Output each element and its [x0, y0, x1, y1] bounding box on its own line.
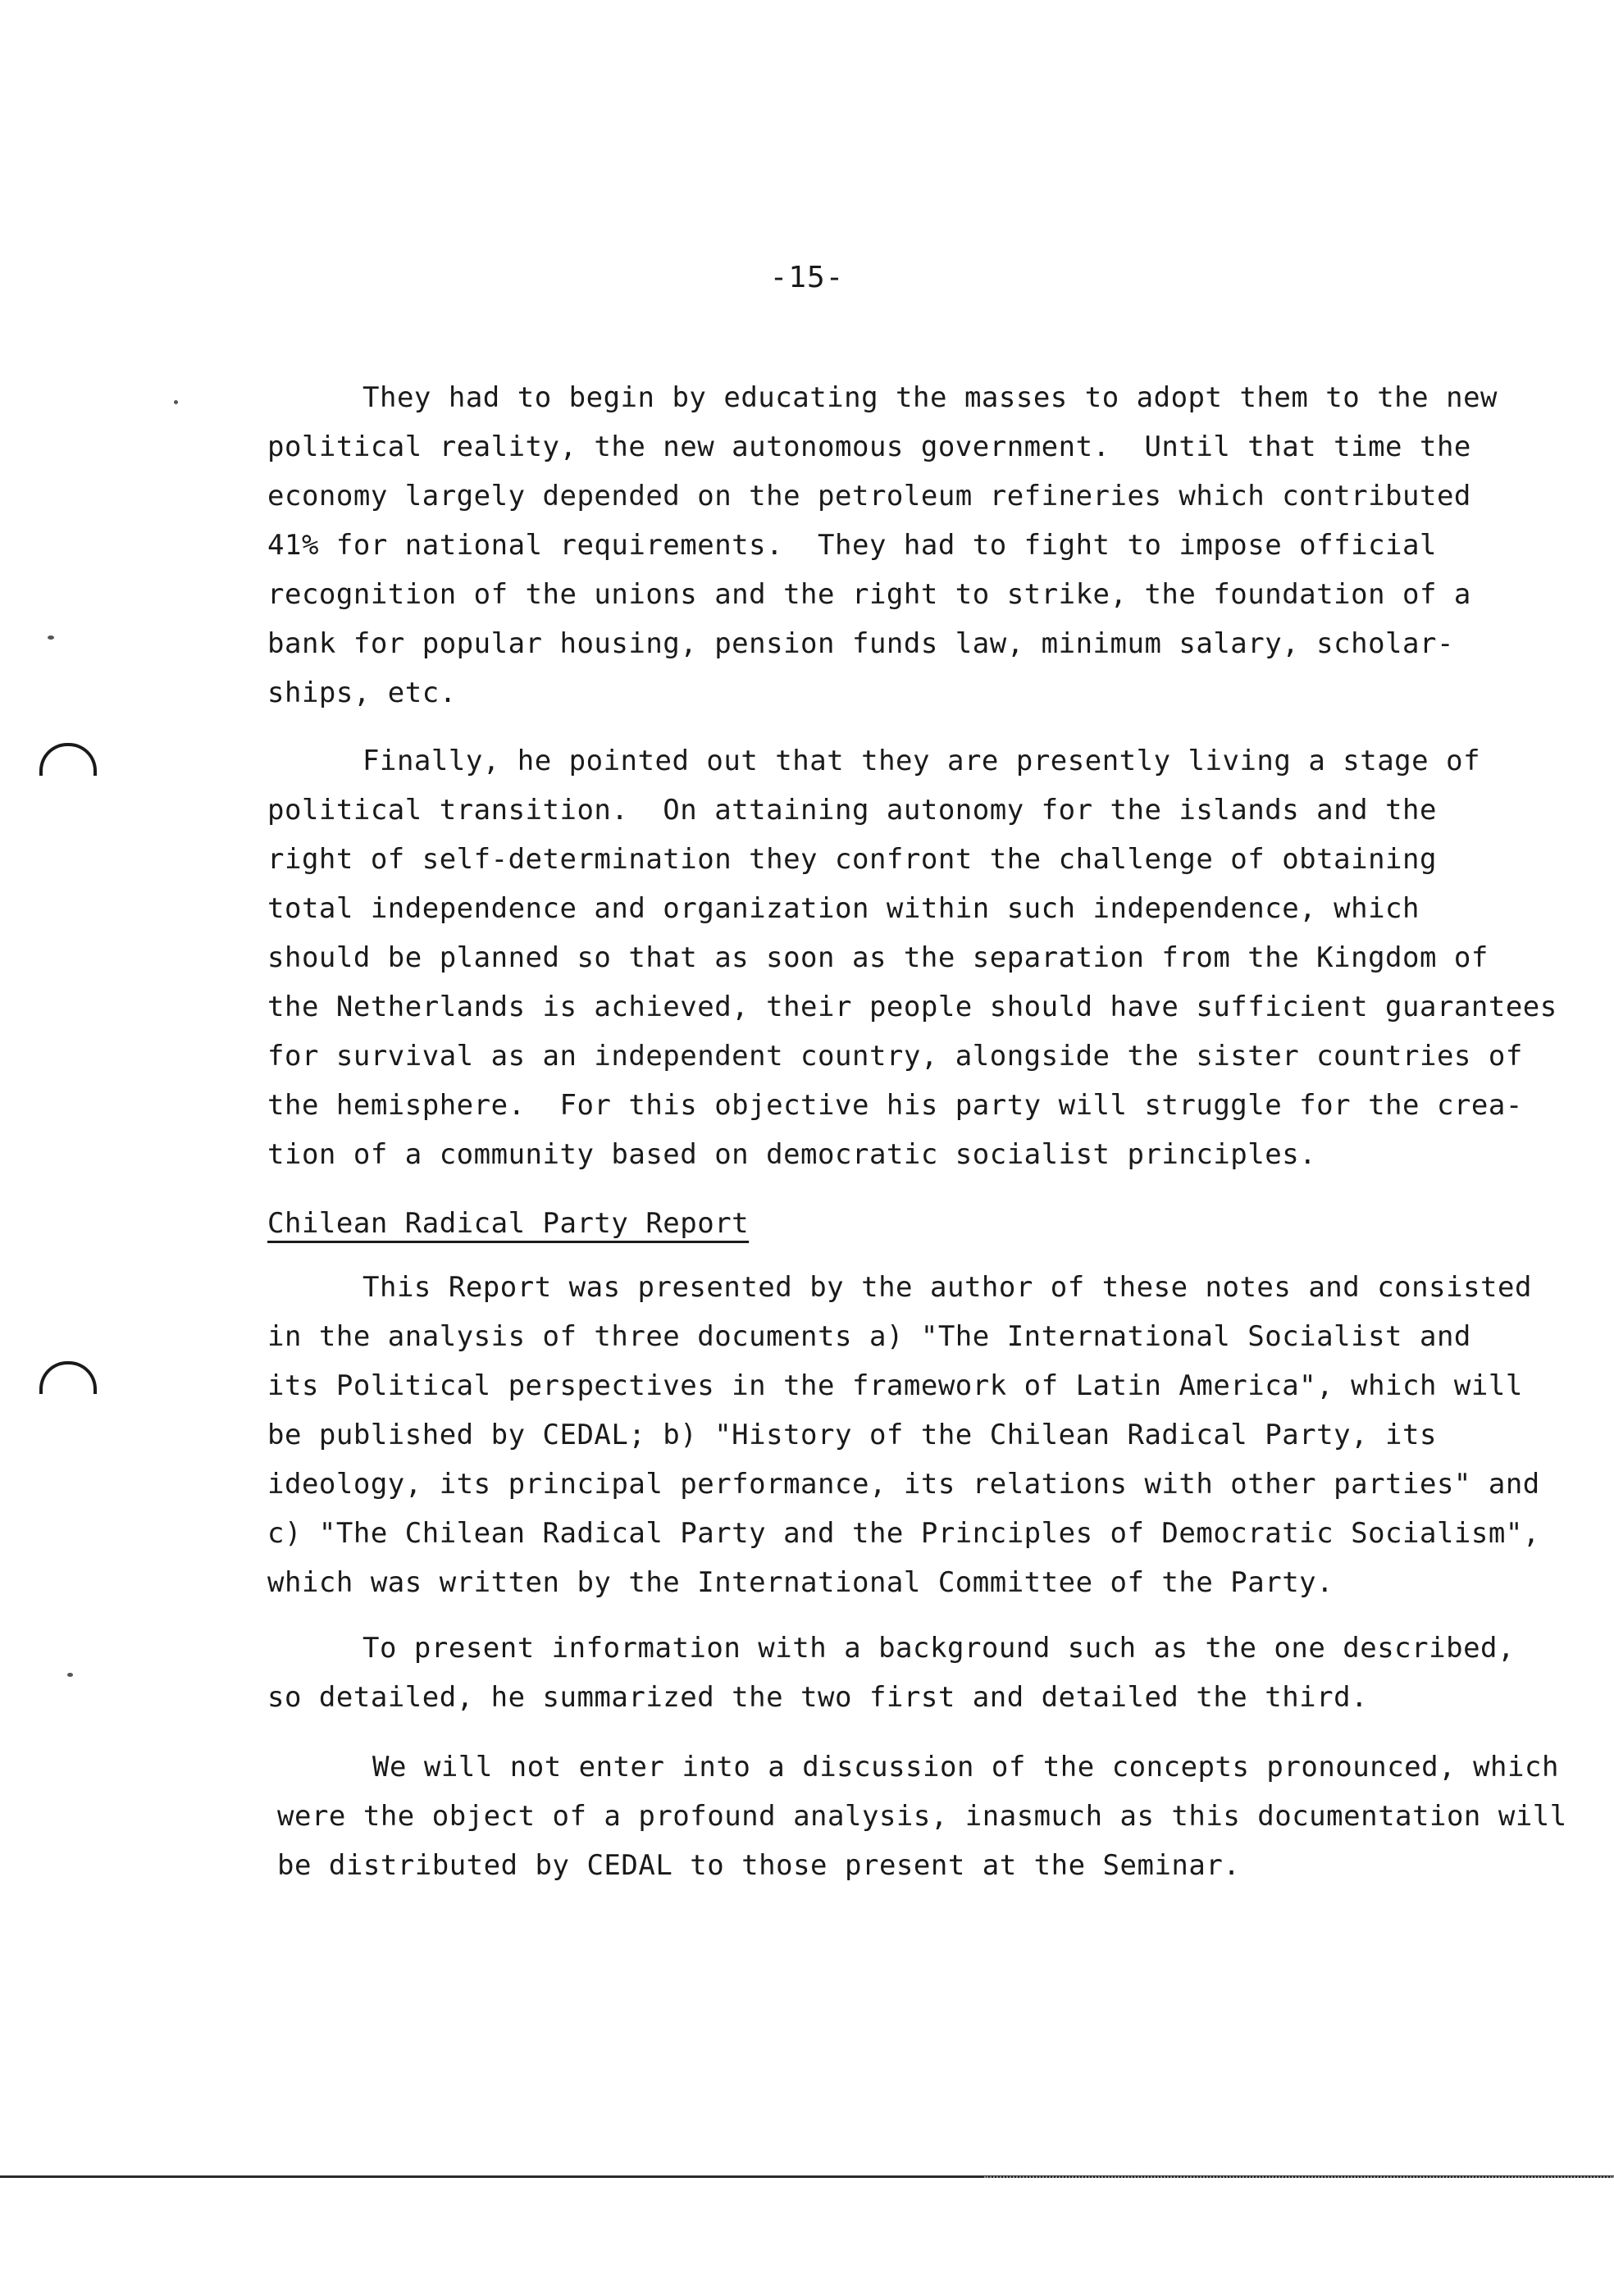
- section-heading: Chilean Radical Party Report: [267, 1207, 750, 1240]
- text-line: 41% for national requirements. They had to fight to impose official: [267, 529, 1437, 562]
- paragraph-summary: [267, 1624, 1514, 1722]
- text-line: bank for popular housing, pension funds law, minimum salary, scholar-: [267, 627, 1454, 660]
- text-line: for survival as an independent country, alongside the sister countries of: [267, 1040, 1523, 1073]
- text-line: political transition. On attaining autonomy for the islands and the: [267, 794, 1437, 827]
- text-line: the hemisphere. For this objective his party will struggle for the crea-: [267, 1089, 1523, 1122]
- text-line: This Report was presented by the author of these notes and consisted: [362, 1271, 1532, 1304]
- text-line: Finally, he pointed out that they are presently living a stage of: [362, 745, 1481, 777]
- text-line: which was written by the International Committee of the Party.: [267, 1566, 1334, 1599]
- scan-speck: [67, 1673, 73, 1677]
- text-line: be distributed by CEDAL to those present at the Seminar.: [277, 1849, 1241, 1882]
- text-line: ships, etc.: [267, 676, 457, 709]
- text-line: recognition of the unions and the right to strike, the foundation of a: [267, 578, 1471, 611]
- text-line: its Political perspectives in the framework of Latin America", which will: [267, 1369, 1523, 1402]
- text-line: the Netherlands is achieved, their people should have sufficient guarantees: [267, 991, 1557, 1023]
- punch-hole-mark: [39, 1361, 97, 1394]
- text-line: To present information with a background such as the one described,: [362, 1632, 1515, 1665]
- punch-hole-mark: [39, 743, 97, 776]
- text-line: tion of a community based on democratic socialist principles.: [267, 1138, 1317, 1171]
- text-line: c) "The Chilean Radical Party and the Principles of Democratic Socialism",: [267, 1517, 1540, 1550]
- scan-speck: [48, 636, 54, 640]
- text-line: ideology, its principal performance, its relations with other parties" and: [267, 1468, 1540, 1501]
- text-line: should be planned so that as soon as the separation from the Kingdom of: [267, 941, 1489, 974]
- scan-speck: [174, 400, 178, 404]
- paragraph-economy: [267, 373, 1514, 718]
- text-line: They had to begin by educating the masses to adopt them to the new: [362, 381, 1498, 414]
- bottom-rule-faint: [984, 2176, 1614, 2178]
- text-line: right of self-determination they confront the challenge of obtaining: [267, 843, 1437, 876]
- text-line: were the object of a profound analysis, inasmuch as this documentation will: [277, 1800, 1567, 1833]
- text-line: total independence and organization within such independence, which: [267, 892, 1420, 925]
- page-number: -15-: [769, 261, 845, 294]
- text-line: We will not enter into a discussion of the concepts pronounced, which: [372, 1751, 1559, 1784]
- text-line: economy largely depended on the petroleum refineries which contributed: [267, 480, 1471, 512]
- text-line: be published by CEDAL; b) "History of the Chilean Radical Party, its: [267, 1419, 1437, 1451]
- text-line: political reality, the new autonomous government. Until that time the: [267, 430, 1471, 463]
- paragraph-transition: [267, 736, 1557, 1179]
- paragraph-distribution: [277, 1742, 1567, 1890]
- paragraph-report: [267, 1263, 1540, 1607]
- text-line: in the analysis of three documents a) "The International Socialist and: [267, 1320, 1471, 1353]
- text-line: so detailed, he summarized the two first and detailed the third.: [267, 1681, 1369, 1714]
